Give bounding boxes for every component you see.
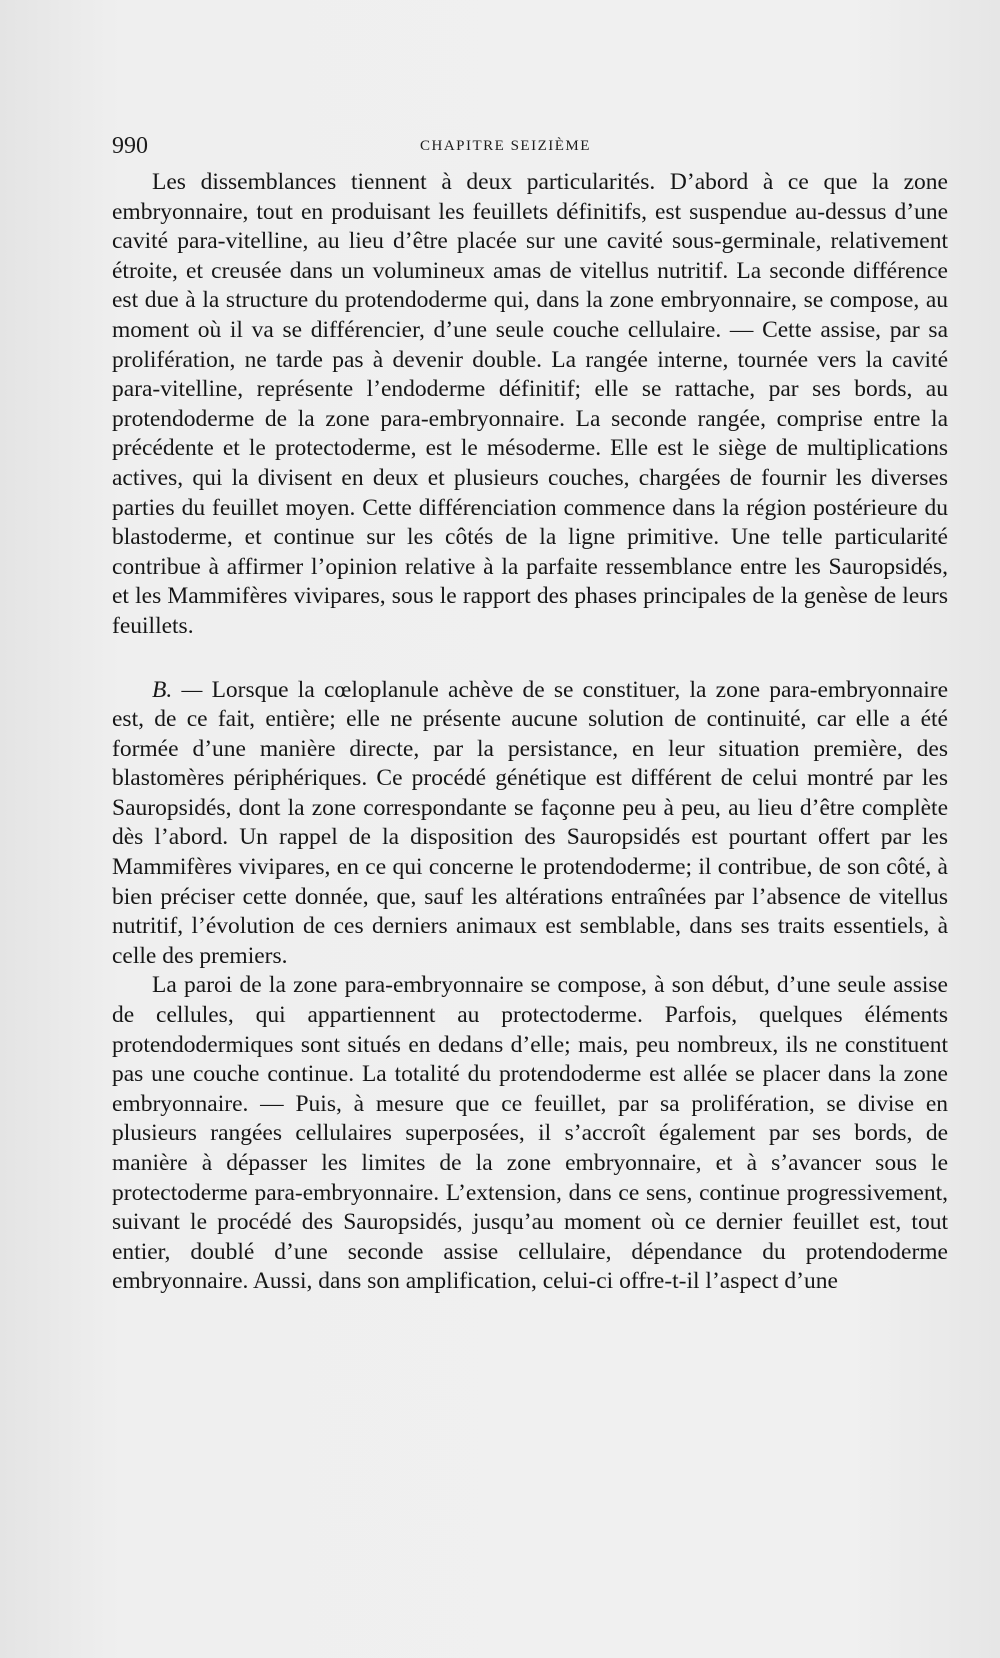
paragraph-paroi: La paroi de la zone para-embryonnaire se compose, à son début, d’une seule assise de cellules, qui appartiennent au protectoderme. Parfois, quelques éléments protendodermiques sont situés en dedans d’elle; mais, peu nombreux, ils ne constituent pas une couche continue. La totalité du protendoderme est allée se placer dans la zone embryonnaire. — Puis, à mesure que ce feuillet, par sa prolifération, se divise en plusieurs rangées cellulaires superposées, il s’accroît également par ses bords, de manière à dépasser les limites de la zone embryonnaire, et à s’avancer sous le protectoderme para-embryonnaire. L’extension, dans ce sens, continue progressivement, suivant le procédé des Sauropsidés, jusqu’au moment où ce dernier feuillet est, tout entier, doublé d’une seconde assise cellulaire, dépendance du protendoderme embryonnaire. Aussi, dans son amplification, celui-ci offre-t-il l’aspect d’une: [112, 972, 948, 1295]
body-text: [112, 168, 948, 1297]
section-b-label: B. —: [152, 676, 203, 703]
paragraph-dissemblances: Les dissemblances tiennent à deux particularités. D’abord à ce que la zone embryonnaire, tout en produisant les feuillets définitifs, est suspendue au-dessus d’une cavité para-vitelline, au lieu d’être placée sur une cavité sous-germinale, relativement étroite, et creusée dans un volumineux amas de vitellus nutritif. La seconde différence est due à la structure du protendoderme qui, dans la zone embryonnaire, se compose, au moment où il va se différencier, d’une seule couche cellulaire. — Cette assise, par sa prolifération, ne tarde pas à devenir double. La rangée interne, tournée vers la cavité para-vitelline, représente l’endoderme définitif; elle se rattache, par ses bords, au protendoderme de la zone para-embryonnaire. La seconde rangée, comprise entre la précédente et le protectoderme, est le mésoderme. Elle est le siège de multiplications actives, qui la divisent en deux et plusieurs couches, chargées de fournir les diverses parties du feuillet moyen. Cette différenciation commence dans la région postérieure du blastoderme, et continue sur les côtés de la ligne primitive. Une telle particularité contribue à affirmer l’opinion relative à la parfaite ressemblance entre les Sauropsidés, et les Mammifères vivipares, sous le rapport des phases principales de la genèse de leurs feuillets.: [112, 169, 948, 639]
paragraph-gap: [112, 642, 948, 676]
page-number: 990: [112, 133, 148, 159]
running-head: CHAPITRE SEIZIÈME: [420, 138, 591, 154]
page-header: [112, 132, 948, 164]
paragraph-section-b: [112, 676, 948, 972]
paragraph-coeloplanule: Lorsque la cœloplanule achève de se constituer, la zone para-embryonnaire est, de ce fait, entière; elle ne présente aucune solution de continuité, car elle a été formée d’une manière directe, par la persistance, en leur situation première, des blastomères périphériques. Ce procédé génétique est différent de celui montré par les Sauropsidés, dont la zone correspondante se façonne peu à peu, au lieu d’être complète dès l’abord. Un rappel de la disposition des Sauropsidés est pourtant offert par les Mammifères vivipares, en ce qui concerne le protendoderme; il contribue, de son côté, à bien préciser cette donnée, que, sauf les altérations entraînées par l’absence de vitellus nutritif, l’évolution de ces derniers animaux est semblable, dans ses traits essentiels, à celle des premiers.: [112, 676, 948, 969]
